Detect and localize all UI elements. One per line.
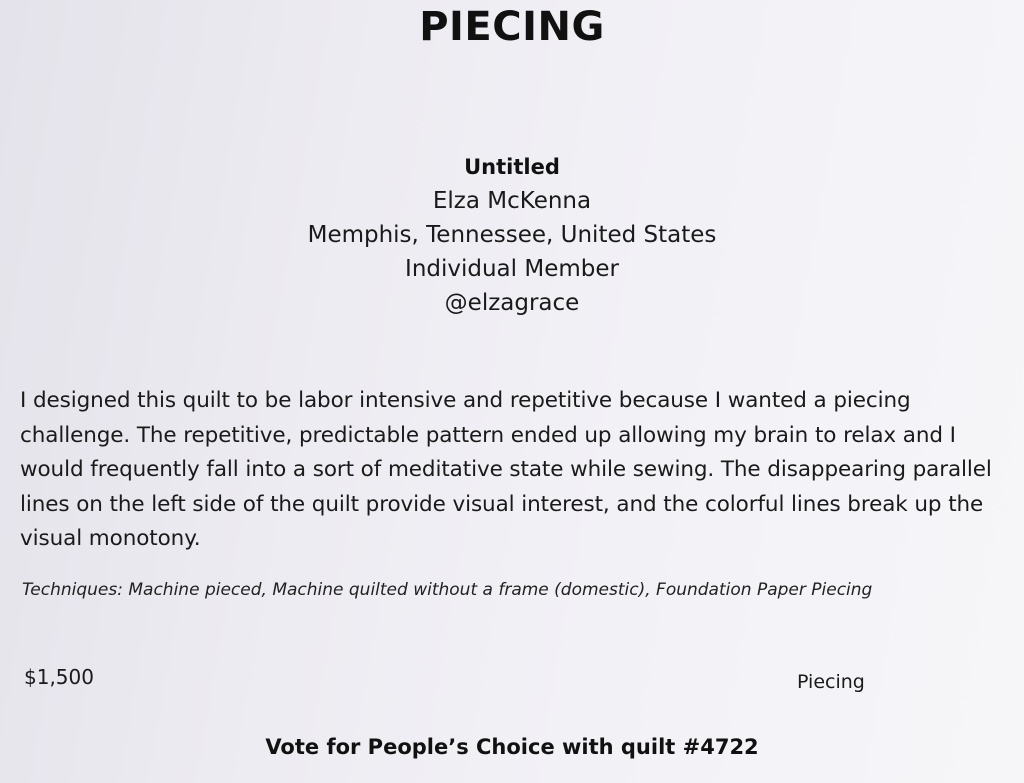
social-handle: @elzagrace: [444, 290, 580, 316]
category-heading: PIECING: [419, 4, 605, 50]
peoples-choice-vote: Vote for People’s Choice with quilt #4722: [265, 735, 759, 759]
category-label: Piecing: [797, 671, 865, 693]
quilt-title: Untitled: [464, 155, 560, 179]
maker-location: Memphis, Tennessee, United States: [307, 222, 717, 248]
price-label: $1,500: [24, 665, 94, 689]
techniques-list: Techniques: Machine pieced, Machine quilted without a frame (domestic), Foundation Paper Piecing: [22, 580, 873, 600]
artist-statement: I designed this quilt to be labor intensive and repetitive because I wanted a piecing challenge. The repetitive, predictable pattern ended up allowing my brain to relax and I would frequently fall into a sort of meditative state while sewing. The disappearing parallel lines on the left side of the quilt provide visual interest, and the colorful lines break up the visual monotony.: [20, 388, 992, 551]
membership-type: Individual Member: [405, 256, 619, 282]
maker-name: Elza McKenna: [432, 188, 592, 214]
entry-info: [0, 150, 1024, 320]
